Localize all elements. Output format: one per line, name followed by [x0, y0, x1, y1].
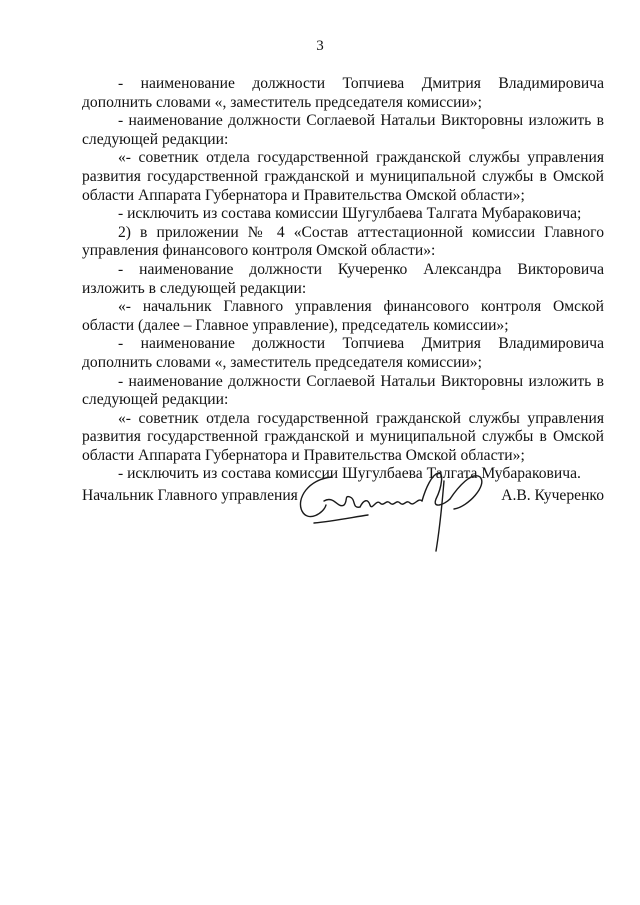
paragraph-2: - наименование должности Соглаевой Натальи Викторовны изложить в следующей редакции:	[82, 112, 604, 148]
document-body	[82, 75, 604, 484]
signature-block	[82, 487, 604, 567]
paragraph-1: - наименование должности Топчиева Дмитрия Владимировича дополнить словами «, заместитель председателя комиссии»;	[82, 75, 604, 111]
paragraph-9: - наименование должности Соглаевой Натальи Викторовны изложить в следующей редакции:	[82, 372, 604, 409]
page-number: 3	[316, 38, 324, 54]
paragraph-5: 2) в приложении № 4 «Состав аттестационной комиссии Главного управления финансового контроля Омской области»:	[82, 223, 604, 260]
paragraph-10: «- советник отдела государственной гражданской службы управления развития государственной гражданской и муниципальной службы в Омской области Аппарата Губернатора и Правительства Омской области»;	[82, 409, 604, 464]
paragraph-3: «- советник отдела государственной гражданской службы управления развития государственной гражданской и муниципальной службы в Омской области Аппарата Губернатора и Правительства Омской области»;	[82, 149, 604, 204]
signatory-name: А.В. Кучеренко	[501, 487, 604, 504]
paragraph-4: - исключить из состава комиссии Шугулбаева Талгата Мубараковича;	[118, 205, 582, 223]
paragraph-11: - исключить из состава комиссии Шугулбаева Талгата Мубараковича.	[118, 465, 581, 483]
paragraph-8: - наименование должности Топчиева Дмитрия Владимировича дополнить словами «, заместитель председателя комиссии»;	[82, 335, 604, 371]
paragraph-6: - наименование должности Кучеренко Александра Викторовича изложить в следующей редакции:	[82, 260, 604, 297]
signatory-title: Начальник Главного управления	[82, 487, 298, 504]
handwritten-signature-icon	[294, 465, 494, 557]
paragraph-7: «- начальник Главного управления финансового контроля Омской области (далее – Главное управление), председатель комиссии»;	[82, 298, 604, 334]
